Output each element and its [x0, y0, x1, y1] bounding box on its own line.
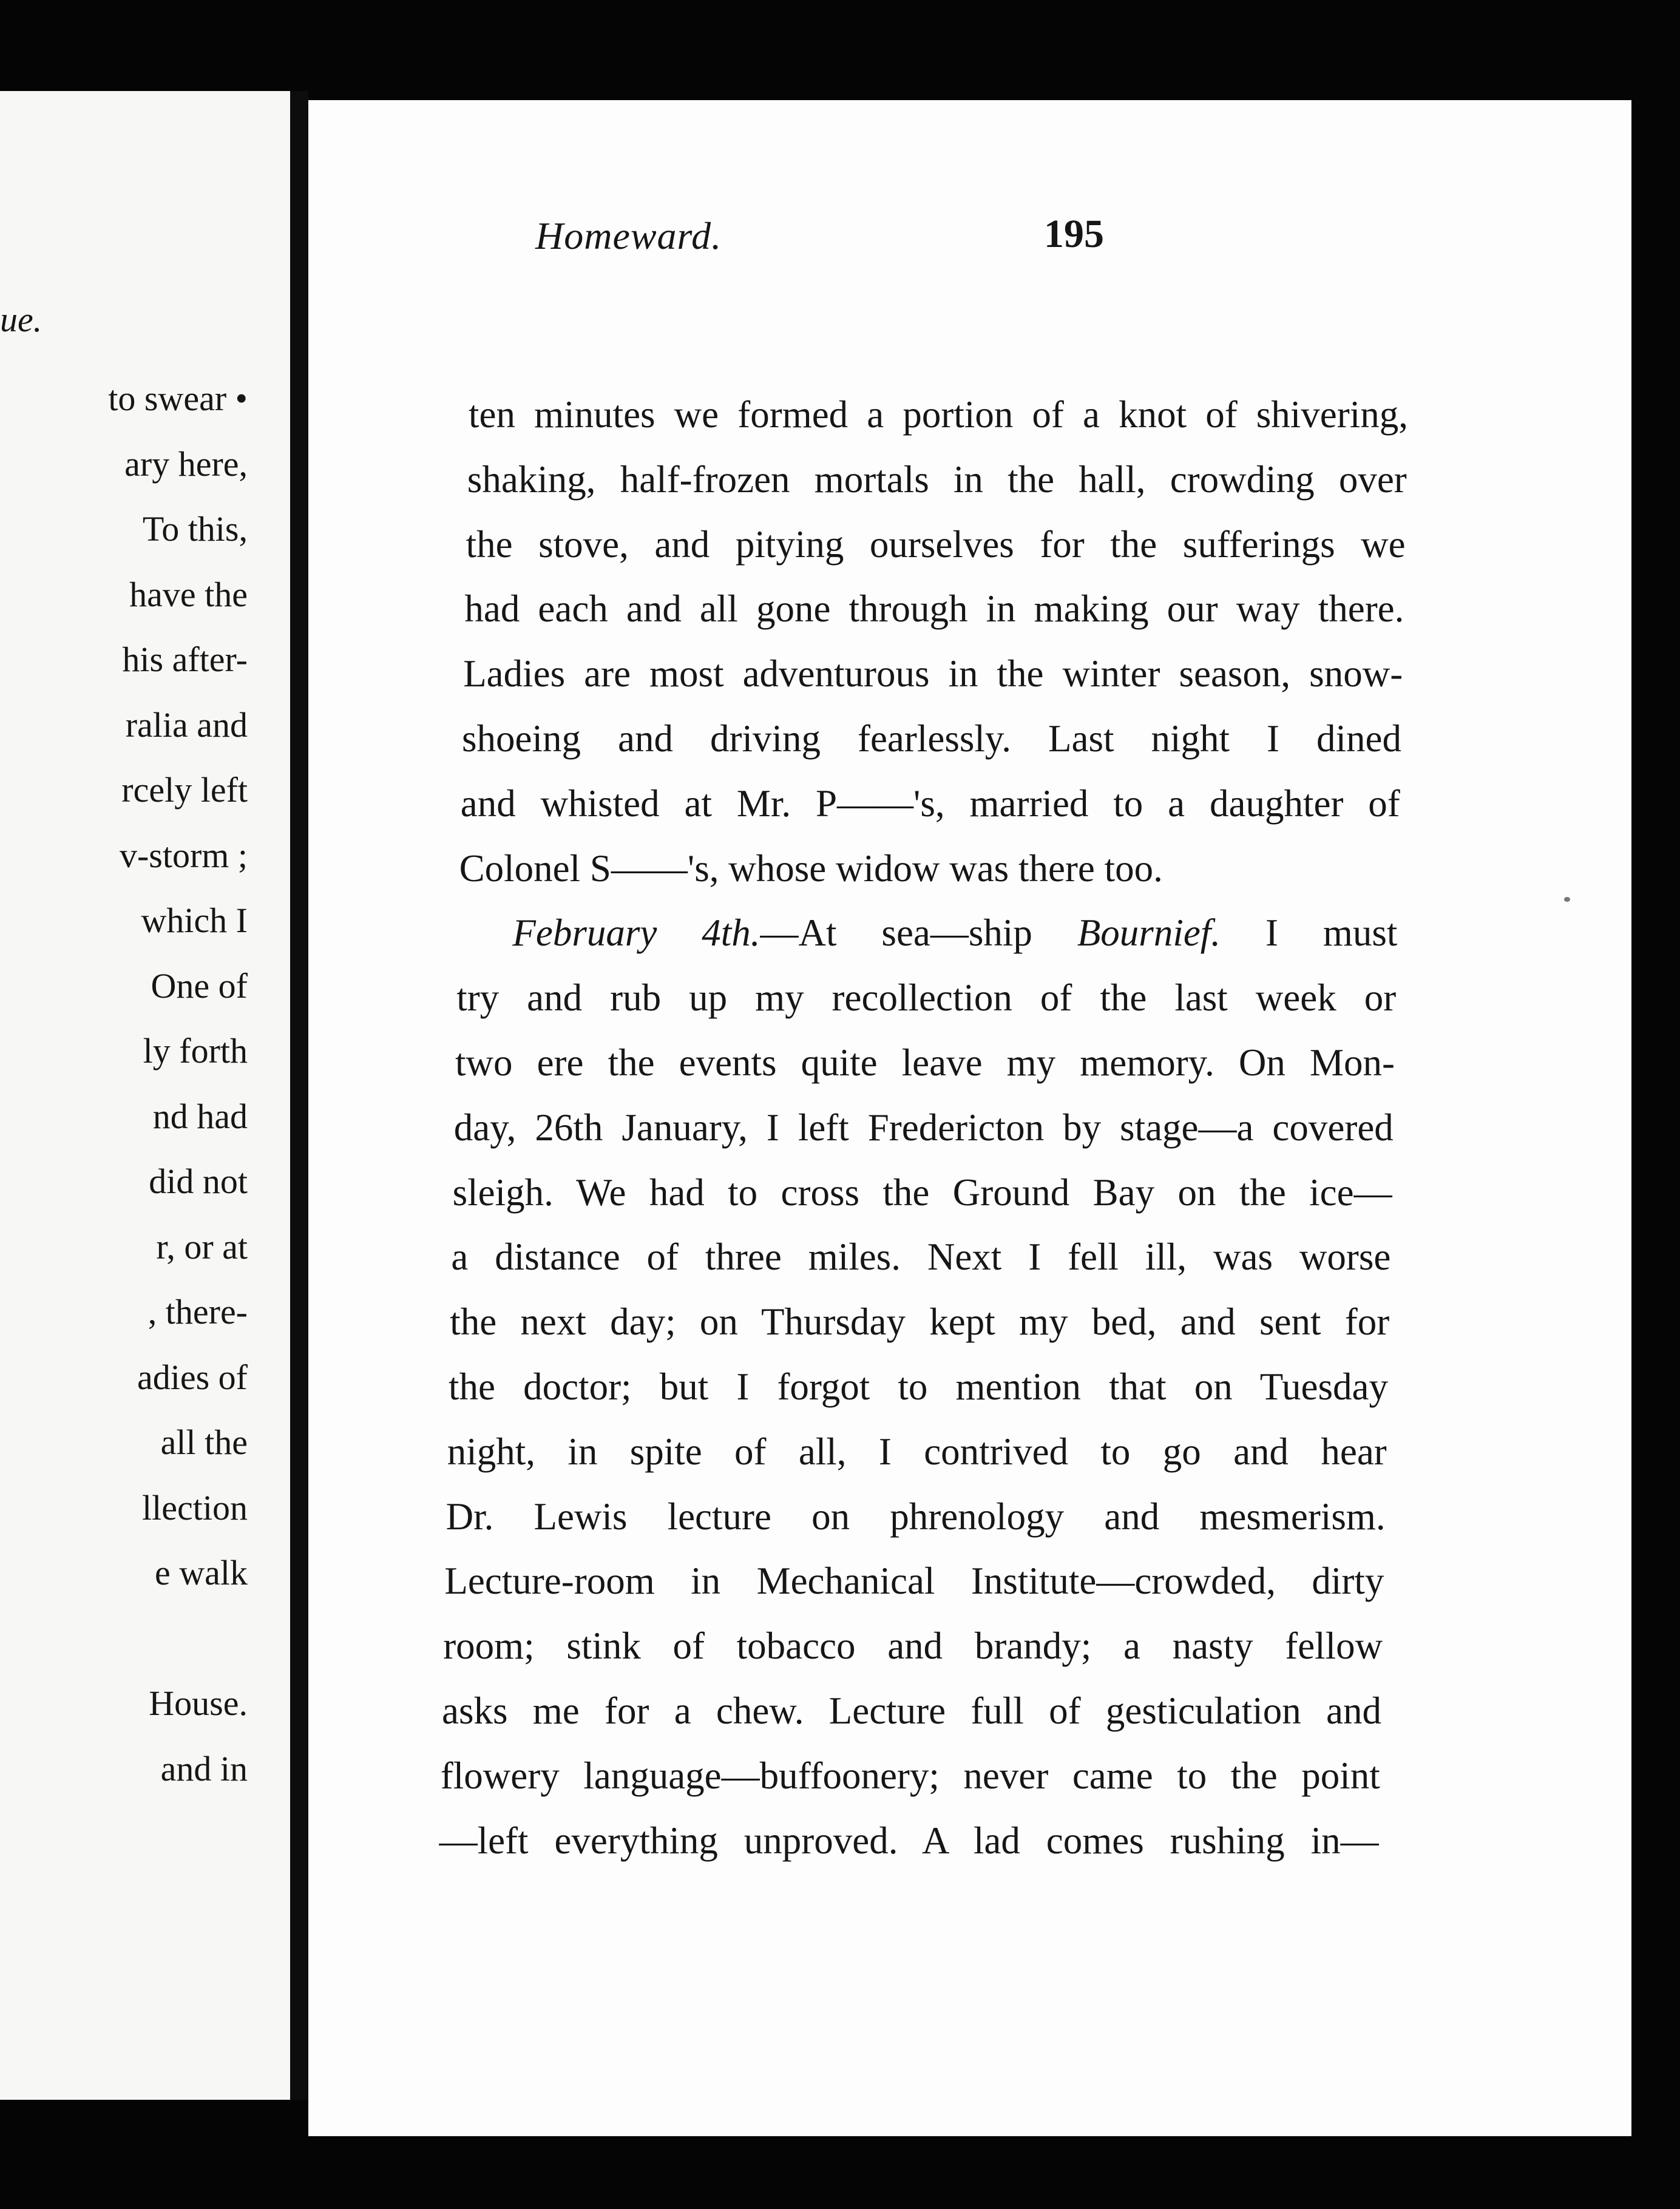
entry-lead-rest: I must — [1221, 912, 1398, 955]
text-line: had each and all gone through in making our way there. — [464, 587, 1404, 631]
text-line: —left everything unproved. A lad comes rushing in— — [439, 1819, 1379, 1862]
text-line: day, 26th January, I left Fredericton by stage—a covered — [453, 1106, 1394, 1149]
entry-date: February 4th. — [512, 912, 760, 955]
text-line: sleigh. We had to cross the Ground Bay on the ice— — [452, 1171, 1392, 1214]
ship-name: Bournief. — [1077, 912, 1221, 955]
text-line: shaking, half-frozen mortals in the hall, crowding over — [467, 458, 1407, 501]
left-page-line: , there- — [147, 1292, 248, 1331]
left-page-line: have the — [129, 574, 248, 614]
left-page-line: nd had — [152, 1096, 248, 1136]
text-line: room; stink of tobacco and brandy; a nasty fellow — [443, 1625, 1383, 1668]
left-page-line: all the — [160, 1422, 248, 1462]
left-page-line: did not — [149, 1162, 248, 1201]
left-page-line: v-storm ; — [119, 835, 248, 875]
text-line: asks me for a chew. Lecture full of gesticulation and — [442, 1690, 1381, 1732]
text-line: Dr. Lewis lecture on phrenology and mesmerism. — [445, 1495, 1386, 1538]
left-page-line: ralia and — [125, 705, 248, 745]
text-line: a distance of three miles. Next I fell ill, was worse — [451, 1236, 1391, 1279]
book-gutter — [290, 91, 308, 2100]
page-number: 195 — [1044, 212, 1104, 256]
left-page-line: rcely left — [121, 770, 248, 810]
left-page-line: To this, — [142, 509, 248, 549]
text-line: Colonel S——'s, whose widow was there too. — [459, 847, 1163, 890]
text-line: Lecture-room in Mechanical Institute—crowded, dirty — [444, 1560, 1384, 1603]
left-page-line: One of — [151, 966, 248, 1006]
text-line: ten minutes we formed a portion of a knot of shivering, — [469, 393, 1408, 436]
left-page-line: House. — [149, 1683, 248, 1723]
left-page-line: ary here, — [124, 444, 248, 484]
left-page-line: to swear • — [108, 379, 248, 418]
left-page-line: ly forth — [143, 1031, 248, 1071]
text-line: night, in spite of all, I contrived to go and hear — [447, 1430, 1387, 1473]
text-line: Ladies are most adventurous in the winter season, snow- — [463, 652, 1403, 695]
left-facing-page — [0, 91, 290, 2100]
text-line: the doctor; but I forgot to mention that on Tuesday — [449, 1365, 1388, 1408]
left-page-line: adies of — [137, 1357, 248, 1397]
left-page-line: his after- — [122, 640, 248, 679]
left-page-line: which I — [141, 901, 248, 940]
left-page-line: and in — [160, 1748, 248, 1788]
text-line: try and rub up my recollection of the last week or — [456, 976, 1397, 1020]
left-page-line: r, or at — [156, 1226, 248, 1267]
text-line: two ere the events quite leave my memory. On Mon- — [455, 1041, 1395, 1084]
text-line: shoeing and driving fearlessly. Last night I dined — [462, 717, 1401, 760]
entry-lead-text: —At sea—ship — [760, 912, 1077, 955]
left-running-head-fragment: ue. — [0, 300, 42, 339]
text-line — [512, 912, 1398, 955]
text-line: the stove, and pitying ourselves for the sufferings we — [466, 523, 1406, 566]
running-head: Homeward. — [535, 214, 722, 257]
dust-speck — [1564, 897, 1570, 902]
left-page-line: e walk — [155, 1553, 248, 1592]
text-line: and whisted at Mr. P——'s, married to a daughter of — [460, 782, 1400, 825]
text-line: flowery language—buffoonery; never came to the point — [440, 1754, 1380, 1797]
text-line: the next day; on Thursday kept my bed, and sent for — [450, 1301, 1390, 1344]
left-page-line: llection — [142, 1487, 248, 1527]
